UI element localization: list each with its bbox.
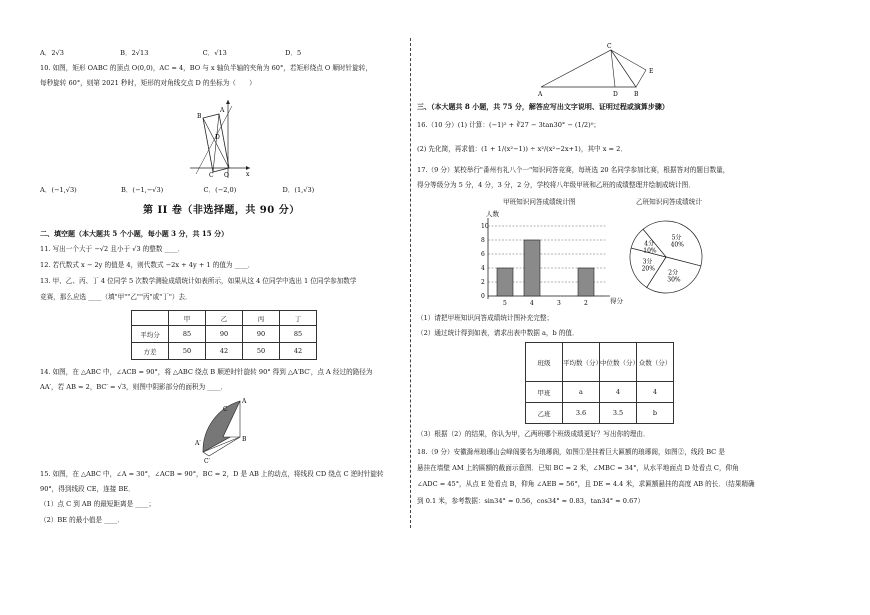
pie-label-score: 4分: [644, 240, 655, 248]
table-cell: 90: [243, 326, 280, 343]
q10-option-d: D．(1,√3): [282, 186, 315, 194]
table-cell: 50: [243, 343, 280, 360]
q17-table: [525, 342, 674, 424]
q14-label-a-prime: A′: [195, 440, 201, 447]
table-cell: 85: [169, 326, 206, 343]
q9-option-b: B．2√13: [120, 49, 149, 57]
table-row: [526, 382, 674, 403]
table-cell: a: [563, 382, 600, 403]
fig15-label-a: A: [538, 91, 543, 98]
table-cell: 丁: [280, 311, 317, 326]
table-cell: 中位数（分）: [600, 343, 637, 382]
q15-line-2: 90°，得到线段 CE，连接 BE．: [40, 485, 135, 493]
table-cell: 方差: [132, 343, 169, 360]
q9-option-c: C．√13: [202, 49, 227, 57]
fig15-label-d: D: [613, 91, 618, 98]
table-cell: 众数（分）: [637, 343, 674, 382]
q14-label-c-prime: C′: [204, 458, 210, 465]
q18-line-2: 悬挂在墙壁 AM 上的匾额的截面示意图．已知 BC = 2 米，∠MBC = 34°，从水平地面点 D 处看点 C，仰角: [417, 464, 739, 472]
q15-sub-2: （2）BE 的最小值是 ____．: [40, 516, 124, 524]
pie-label-percent: 40%: [670, 241, 684, 249]
y-tick-label: 2: [481, 279, 485, 286]
fig15-label-c: C: [607, 43, 612, 50]
q14-line-2: AA′，若 AB = 2，BC′ = √3，则图中阴影部分的面积为 ____．: [40, 383, 228, 391]
pie-label-score: 3分: [642, 258, 653, 266]
x-tick-label: 5: [503, 300, 507, 307]
q10-line-2: 每秒旋转 60°，则第 2021 秒时，矩形的对角线交点 D 的坐标为（ ）: [40, 79, 256, 87]
pie-label-score: 5分: [671, 234, 682, 242]
table-cell: 乙: [206, 311, 243, 326]
table-cell: 甲班: [526, 382, 563, 403]
pie-label-percent: 30%: [667, 276, 681, 284]
table-cell: 班级: [526, 343, 563, 382]
table-cell: 42: [280, 343, 317, 360]
q9-option-a: A．2√3: [40, 49, 64, 57]
q15-line-1: 15. 如图，在 △ABC 中，∠A = 30°，∠ACB = 90°，BC = 2，D 是 AB 上的动点，将线段 CD 绕点 C 逆时针旋转: [40, 470, 384, 478]
q15-sub-1: （1）点 C 到 AB 的最短距离是 ____；: [40, 500, 156, 508]
q17-sub-3: （3）根据（2）的结果，你认为甲，乙两班哪个班级成绩更好？写出你的理由．: [417, 430, 650, 438]
fig15-label-b: B: [634, 91, 639, 98]
y-tick-label: 6: [481, 251, 485, 258]
q9-option-d: D．5: [285, 49, 302, 57]
q17-line-1: 17.（9 分）某校举行"番州有礼八个一"知识问答竞赛，每班选 20 名同学参加比赛，根据答对的题目数量，: [417, 166, 730, 174]
table-row: [526, 343, 674, 382]
table-cell: 3.6: [563, 403, 600, 424]
pie-label-percent: 10%: [643, 247, 657, 255]
table-cell: 3.5: [600, 403, 637, 424]
q16-part-1: 16.（10 分）(1) 计算：(−1)² + ∛27 − 3tan30° − (1/2)⁰；: [417, 121, 600, 129]
q17-sub-2: （2）通过统计得到如表，请求出表中数据 a，b 的值．: [417, 329, 579, 337]
pie-chart-title: 乙班知识问答成绩统计: [636, 198, 702, 206]
table-cell: 丙: [243, 311, 280, 326]
table-cell: 90: [206, 326, 243, 343]
y-tick-label: 4: [481, 265, 485, 272]
pie-label-percent: 20%: [641, 265, 655, 273]
table-cell: 平均数（分）: [563, 343, 600, 382]
q10-option-a: A．(−1,√3): [40, 186, 77, 194]
q10-label-a: A: [220, 107, 225, 114]
y-axis-label: 人数: [486, 210, 499, 218]
q16-part-2: (2) 先化简，再求值：(1 + 1/(x²−1)) ÷ x²/(x²−2x+1)，其中 x = 2．: [417, 145, 627, 153]
table-cell: 乙班: [526, 403, 563, 424]
table-cell: 甲: [169, 311, 206, 326]
x-tick-label: 2: [584, 300, 588, 307]
table-row: [526, 403, 674, 424]
q14-line-1: 14. 如图，在 △ABC 中，∠ACB = 90°，将 △ABC 绕点 B 顺逆时针旋转 90° 得到 △A′BC′，点 A 经过的路径为: [40, 368, 373, 376]
q14-label-b: B: [242, 436, 247, 443]
q18-line-4: 到 0.1 米，参考数据：sin34° ≈ 0.56，cos34° ≈ 0.83，tan34° ≈ 0.67）: [417, 497, 645, 505]
x-tick-label: 3: [557, 300, 561, 307]
table-cell: 4: [637, 382, 674, 403]
table-cell: 42: [206, 343, 243, 360]
q12-text: 12. 若代数式 x − 2y 的值是 4，则代数式 −2x + 4y + 1 的值为 ____．: [40, 261, 255, 269]
q10-option-b: B．(−1,−√3): [120, 186, 164, 194]
y-tick-label: 8: [481, 237, 485, 244]
x-axis-label: 得分: [610, 297, 623, 305]
section2-title: 二、填空题（本大题共 5 个小题，每小题 3 分，共 15 分）: [40, 229, 229, 238]
q10-label-c: C: [209, 172, 214, 179]
part2-title: 第 II 卷（非选择题，共 90 分）: [143, 205, 300, 216]
q10-label-d: D: [215, 134, 220, 141]
y-tick-label: 10: [481, 223, 489, 230]
q17-line-2: 得分等级分为 5 分，4 分，3 分，2 分，学校将八年级甲班和乙班的成绩整理并绘制成统计图．: [417, 181, 695, 189]
q11-text: 11. 写出一个大于 −√2 且小于 √3 的整数 ____．: [40, 245, 185, 253]
q10-label-o: O: [224, 172, 229, 179]
q14-label-a: A: [242, 398, 247, 405]
q18-line-1: 18.（9 分）安徽滁州琅琊山会峰阁要名为琅琊阁，如图①是挂着巨大匾额的琅琊阁，如图②，线段 BC 是: [417, 448, 725, 456]
bar-chart-title: 甲班知识问答成绩统计图: [503, 198, 576, 206]
table-cell: 4: [600, 382, 637, 403]
q17-sub-1: （1）请把甲班知识问答成绩统计图补充完整；: [417, 314, 554, 322]
table-cell: 50: [169, 343, 206, 360]
q10-line-1: 10. 如图，矩形 OABC 的顶点 O(0,0)，AC = 4，BO 与 x 轴负半轴的夹角为 60°，若矩形绕点 O 顺时针旋转，: [40, 64, 372, 72]
table-cell: 平均分: [132, 326, 169, 343]
q13-line-1: 13. 甲、乙、丙、丁 4 位同学 5 次数学测验成绩统计如表所示，如果从这 4 位同学中选出 1 位同学参加数学: [40, 277, 357, 285]
q10-option-c: C．(−2,0): [203, 186, 237, 194]
table-cell: 85: [280, 326, 317, 343]
q13-line-2: 竞赛，那么应选 ____（填"甲""乙""丙"或"丁"）去．: [40, 293, 192, 301]
section3-title: 三、（本大题共 8 小题，共 75 分，解答应写出文字说明、证明过程或演算步骤）: [417, 102, 669, 111]
q10-label-x: x: [246, 171, 250, 178]
q10-label-b: B: [197, 113, 202, 120]
q18-line-3: ∠ADC = 45°，从点 E 处看点 B，仰角 ∠AEB = 56°，且 DE = 4.4 米，求匾额悬挂的高度 AB 的长．（结果精确: [417, 480, 755, 488]
table-cell: b: [637, 403, 674, 424]
x-tick-label: 4: [530, 300, 534, 307]
fig15-label-e: E: [649, 68, 654, 75]
y-tick-label: 0: [481, 293, 485, 300]
pie-label-score: 2分: [668, 269, 679, 277]
q14-label-c: C: [223, 406, 228, 413]
